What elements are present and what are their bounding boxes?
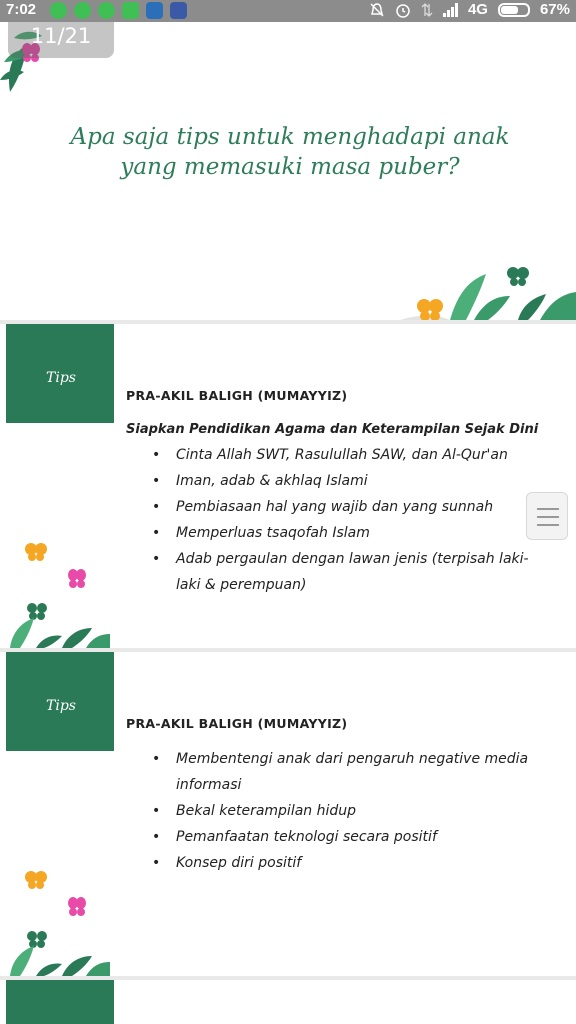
slide-tips-1[interactable]	[0, 324, 576, 648]
menu-line	[537, 508, 559, 510]
slide-next-partial[interactable]	[0, 980, 576, 1024]
whatsapp-icon	[50, 2, 67, 19]
mute-bell-icon	[369, 2, 385, 18]
tips-tab	[6, 652, 114, 751]
orange-butterfly-icon	[416, 298, 444, 320]
menu-line	[537, 516, 559, 518]
section-subheading: Siapkan Pendidikan Agama dan Keterampilan Sejak Dini	[126, 422, 539, 437]
section-heading: PRA-AKIL BALIGH (MUMAYYIZ)	[126, 388, 348, 403]
green-butterfly-icon	[506, 266, 530, 288]
list-item: • Cinta Allah SWT, Rasulullah SAW, dan Al-Qur'an	[152, 442, 552, 468]
list-item: • Pemanfaatan teknologi secara positif	[152, 824, 552, 850]
plant-decoration-icon	[6, 614, 110, 648]
list-item: • Membentengi anak dari pengaruh negative media informasi	[152, 746, 552, 798]
pink-butterfly-icon	[66, 568, 88, 590]
camera-icon	[146, 2, 163, 19]
alarm-icon	[395, 2, 411, 18]
list-item: • Bekal keterampilan hidup	[152, 798, 552, 824]
slide-title-text: Apa saja tips untuk menghadapi anak yang memasuki masa puber?	[70, 124, 510, 180]
orange-butterfly-icon	[24, 870, 48, 890]
system-indicators	[369, 1, 570, 18]
plant-decoration-icon	[6, 942, 110, 976]
tips-label: Tips	[46, 698, 76, 714]
tips-tab	[6, 324, 114, 423]
whatsapp-icon	[98, 2, 115, 19]
android-icon	[122, 2, 139, 19]
status-bar	[0, 0, 576, 22]
tips-list	[152, 746, 552, 876]
battery-percent: 67%	[539, 1, 570, 18]
data-transfer-icon	[421, 2, 433, 18]
section-heading: PRA-AKIL BALIGH (MUMAYYIZ)	[126, 716, 348, 731]
pink-butterfly-icon	[66, 896, 88, 918]
slide-tips-2[interactable]	[0, 652, 576, 976]
list-item: • Iman, adab & akhlaq Islami	[152, 468, 552, 494]
line-icon	[74, 2, 91, 19]
slide-title[interactable]	[0, 22, 576, 320]
page-indicator: 11/21	[8, 22, 114, 58]
menu-line	[537, 524, 559, 526]
app-icon	[170, 2, 187, 19]
list-item: • Pembiasaan hal yang wajib dan yang sunnah	[152, 494, 552, 520]
tips-list	[152, 442, 552, 598]
orange-butterfly-icon	[24, 542, 48, 562]
list-item: • Konsep diri positif	[152, 850, 552, 876]
menu-button[interactable]	[526, 492, 568, 540]
list-item: • Adab pergaulan dengan lawan jenis (terpisah laki-laki & perempuan)	[152, 546, 552, 598]
battery-icon	[498, 3, 530, 17]
notification-icons	[50, 2, 187, 19]
tips-tab	[6, 980, 114, 1024]
tips-label: Tips	[46, 370, 76, 386]
list-item: • Memperluas tsaqofah Islam	[152, 520, 552, 546]
signal-icon	[443, 3, 458, 17]
clock: 7:02	[6, 1, 37, 18]
network-type: 4G	[467, 1, 488, 18]
